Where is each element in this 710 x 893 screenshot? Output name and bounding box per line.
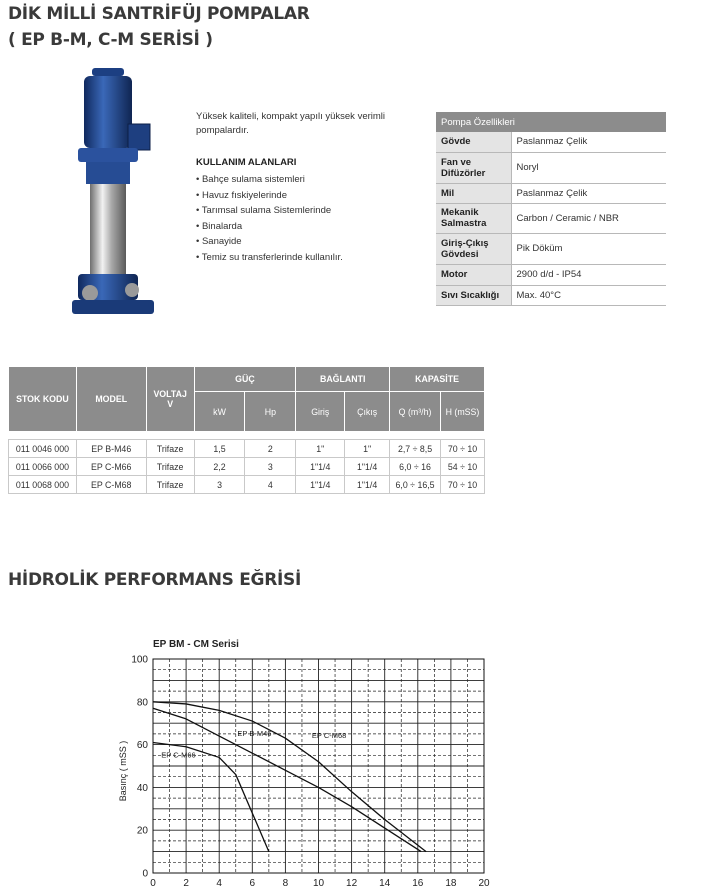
spec-key: Sıvı Sıcaklığı bbox=[436, 285, 511, 305]
intro-text: Yüksek kaliteli, kompakt yapılı yüksek verimli pompalardır. bbox=[196, 111, 386, 136]
col-h: H (mSS) bbox=[440, 392, 484, 432]
table-row bbox=[436, 285, 666, 305]
table-row bbox=[436, 233, 666, 264]
x-tick-label: 18 bbox=[445, 878, 457, 889]
spec-value: Carbon / Ceramic / NBR bbox=[511, 203, 666, 233]
cell: 1"1/4 bbox=[345, 458, 390, 476]
cell: 1" bbox=[296, 440, 345, 458]
y-axis-label: Basınç ( mSS ) bbox=[118, 740, 128, 802]
cell: 54 ÷ 10 bbox=[440, 458, 484, 476]
table-row bbox=[436, 264, 666, 285]
spec-key: Giriş-Çıkış Gövdesi bbox=[436, 233, 511, 264]
specs-table bbox=[436, 112, 666, 306]
product-table bbox=[8, 366, 485, 494]
x-tick-label: 6 bbox=[249, 878, 256, 889]
spec-key: Motor bbox=[436, 264, 511, 285]
col-kw: kW bbox=[194, 392, 245, 432]
cell: 011 0046 000 bbox=[9, 440, 77, 458]
page-title: DİK MİLLİ SANTRİFÜJ POMPALAR bbox=[8, 4, 310, 24]
list-item: • Tarımsal sulama Sistemlerinde bbox=[196, 205, 332, 217]
cell: 6,0 ÷ 16,5 bbox=[390, 476, 441, 494]
list-item: • Havuz fıskiyelerinde bbox=[196, 189, 287, 201]
y-tick-label: 80 bbox=[136, 697, 148, 709]
list-item: • Sanayide bbox=[196, 236, 242, 248]
table-row bbox=[436, 152, 666, 183]
chart-title: EP BM - CM Serisi bbox=[153, 639, 239, 650]
cell: Trifaze bbox=[146, 440, 194, 458]
cell: 1" bbox=[345, 440, 390, 458]
list-item: • Binalarda bbox=[196, 220, 243, 232]
cell: 1"1/4 bbox=[345, 476, 390, 494]
col-kapasite: KAPASİTE bbox=[390, 367, 485, 392]
section-title: HİDROLİK PERFORMANS EĞRİSİ bbox=[8, 570, 301, 590]
col-guc: GÜÇ bbox=[194, 367, 296, 392]
cell: EP B-M46 bbox=[76, 440, 146, 458]
spec-key: Gövde bbox=[436, 132, 511, 152]
y-tick-label: 60 bbox=[136, 740, 148, 752]
col-cikis: Çıkış bbox=[345, 392, 390, 432]
spec-value: Noryl bbox=[511, 152, 666, 183]
specs-header: Pompa Özellikleri bbox=[436, 112, 666, 132]
cell: 011 0066 000 bbox=[9, 458, 77, 476]
cell: 2,7 ÷ 8,5 bbox=[390, 440, 441, 458]
spec-value: Max. 40°C bbox=[511, 285, 666, 305]
spec-value: Pik Döküm bbox=[511, 233, 666, 264]
x-tick-label: 10 bbox=[312, 878, 325, 889]
y-tick-label: 20 bbox=[136, 825, 148, 837]
x-tick-label: 12 bbox=[346, 878, 358, 889]
cell: 3 bbox=[194, 476, 245, 494]
x-tick-label: 14 bbox=[379, 878, 391, 889]
cell: 1"1/4 bbox=[296, 458, 345, 476]
cell: Trifaze bbox=[146, 458, 194, 476]
cell: 4 bbox=[245, 476, 296, 494]
spec-value: Paslanmaz Çelik bbox=[511, 183, 666, 203]
spec-key: Mekanik Salmastra bbox=[436, 203, 511, 233]
cell: 2 bbox=[245, 440, 296, 458]
col-q: Q (m³/h) bbox=[390, 392, 441, 432]
list-item: • Temiz su transferlerinde kullanılır. bbox=[196, 251, 343, 263]
cell: EP C-M66 bbox=[76, 458, 146, 476]
cell: Trifaze bbox=[146, 476, 194, 494]
col-hp: Hp bbox=[245, 392, 296, 432]
table-row bbox=[436, 183, 666, 203]
table-row bbox=[9, 458, 485, 476]
y-tick-label: 40 bbox=[136, 782, 148, 794]
table-row bbox=[436, 203, 666, 233]
cell: 70 ÷ 10 bbox=[440, 440, 484, 458]
spec-value: 2900 d/d - IP54 bbox=[511, 264, 666, 285]
table-row bbox=[436, 132, 666, 152]
x-tick-label: 4 bbox=[216, 878, 222, 889]
series-label: EP B-M46 bbox=[237, 729, 272, 739]
table-row bbox=[9, 440, 485, 458]
page-subtitle: ( EP B-M, C-M SERİSİ ) bbox=[8, 30, 213, 50]
list-item: • Bahçe sulama sistemleri bbox=[196, 174, 305, 185]
col-giris: Giriş bbox=[296, 392, 345, 432]
col-baglanti: BAĞLANTI bbox=[296, 367, 390, 392]
cell: 2,2 bbox=[194, 458, 245, 476]
cell: 1"1/4 bbox=[296, 476, 345, 494]
col-model: MODEL bbox=[76, 367, 146, 432]
col-voltaj: VOLTAJ V bbox=[146, 367, 194, 432]
x-tick-label: 0 bbox=[150, 878, 156, 889]
cell: 011 0068 000 bbox=[9, 476, 77, 494]
x-tick-label: 8 bbox=[282, 878, 289, 889]
spec-key: Mil bbox=[436, 183, 511, 203]
uses-title: KULLANIM ALANLARI bbox=[196, 157, 297, 168]
spec-key: Fan ve Difüzörler bbox=[436, 152, 511, 183]
cell: 3 bbox=[245, 458, 296, 476]
cell: 70 ÷ 10 bbox=[440, 476, 484, 494]
cell: EP C-M68 bbox=[76, 476, 146, 494]
series-label: EP C-M68 bbox=[311, 731, 347, 741]
cell: 6,0 ÷ 16 bbox=[390, 458, 441, 476]
table-row bbox=[9, 476, 485, 494]
performance-chart bbox=[112, 634, 502, 892]
col-stok-kodu: STOK KODU bbox=[9, 367, 77, 432]
y-tick-label: 100 bbox=[131, 654, 148, 666]
x-tick-label: 20 bbox=[478, 878, 490, 889]
x-tick-label: 2 bbox=[183, 878, 189, 889]
cell: 1,5 bbox=[194, 440, 245, 458]
uses-list bbox=[196, 172, 343, 266]
pump-image bbox=[70, 68, 160, 320]
y-tick-label: 0 bbox=[142, 868, 148, 880]
series-label: EP C-M66 bbox=[161, 750, 196, 760]
spec-value: Paslanmaz Çelik bbox=[511, 132, 666, 152]
x-tick-label: 16 bbox=[412, 878, 424, 889]
